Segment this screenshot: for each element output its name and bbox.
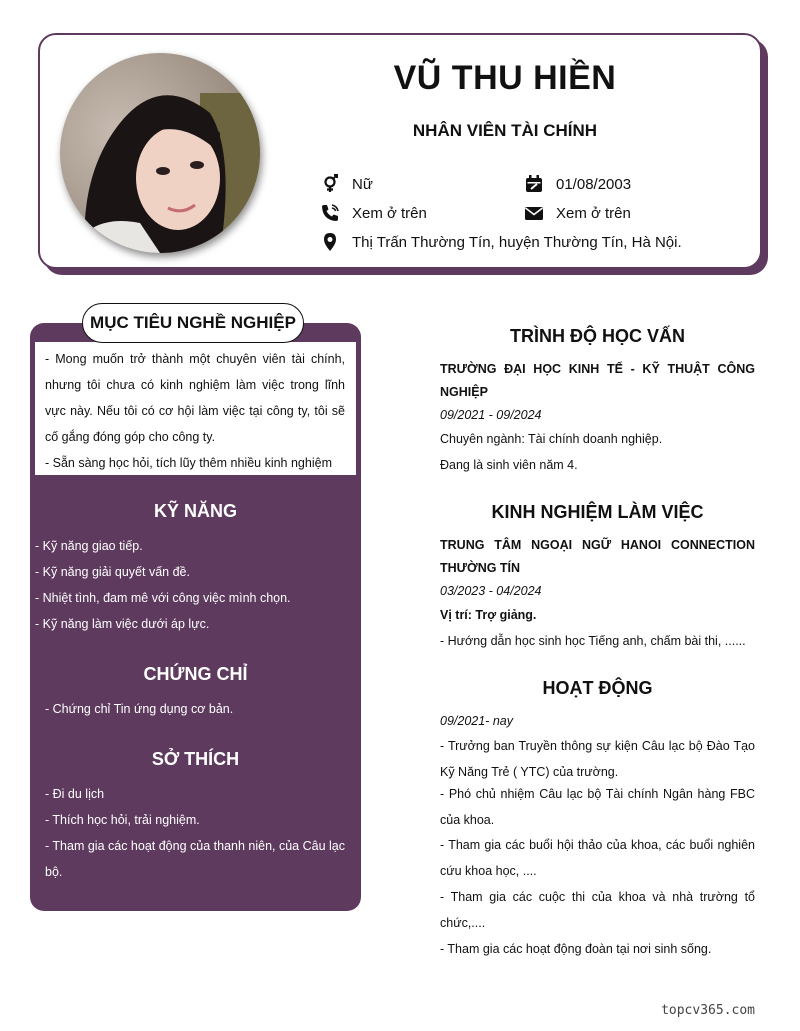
experience-desc: - Hướng dẫn học sinh học Tiếng anh, chấm bài thi, ...... (440, 634, 746, 648)
job-title: NHÂN VIÊN TÀI CHÍNH (412, 121, 598, 140)
objective-title: MỤC TIÊU NGHỀ NGHIỆP (82, 303, 304, 343)
envelope-icon (524, 203, 544, 223)
phone-value: Xem ở trên (352, 204, 427, 222)
footer-watermark: topcv365.com (661, 1003, 755, 1018)
calendar-icon (524, 174, 544, 194)
candidate-name: VŨ THU HIỀN (393, 59, 617, 97)
activity-item: - Tham gia các cuộc thi của khoa và nhà trường tổ chức,.... (440, 890, 755, 930)
hobby-item: - Thích học hỏi, trải nghiệm. (45, 813, 200, 827)
objective-line: - Sẵn sàng học hỏi, tích lũy thêm nhiều kinh nghiệm (45, 456, 332, 470)
header-card (38, 33, 762, 269)
skill-item: - Nhiệt tình, đam mê với công việc mình chọn. (35, 591, 291, 605)
skill-item: - Kỹ năng giải quyết vấn đề. (35, 565, 190, 579)
email-value: Xem ở trên (556, 204, 631, 222)
phone-icon (320, 203, 340, 223)
address-value: Thị Trấn Thường Tín, huyện Thường Tín, Hà Nội. (352, 233, 682, 251)
education-title: TRÌNH ĐỘ HỌC VẤN (510, 326, 685, 346)
objective-text (45, 346, 345, 476)
hobbies-title: SỞ THÍCH (151, 749, 240, 769)
skills-title: KỸ NĂNG (153, 501, 237, 521)
experience-title: KINH NGHIỆM LÀM VIỆC (491, 502, 704, 522)
location-pin-icon (320, 232, 340, 252)
experience-role: Vị trí: Trợ giảng. (440, 608, 537, 622)
activities-period: 09/2021- nay (440, 714, 513, 728)
objective-line: - Mong muốn trở thành một chuyên viên tài chính, nhưng tôi chưa có kinh nghiệm làm việc trong lĩnh vực này. Nếu tôi có cơ hội làm việc tại công ty, tôi sẽ cố gắng đóng góp cho công ty. (45, 352, 345, 444)
activities-title: HOẠT ĐỘNG (542, 678, 653, 698)
activity-item: - Trưởng ban Truyền thông sự kiện Câu lạc bộ Đào Tạo Kỹ Năng Trẻ ( YTC) của trường. (440, 739, 755, 779)
skill-item: - Kỹ năng giao tiếp. (35, 539, 143, 553)
gender-icon (320, 174, 340, 194)
address-row (320, 232, 682, 252)
education-major: Chuyên ngành: Tài chính doanh nghiệp. (440, 432, 663, 446)
email-row (524, 203, 631, 223)
phone-row (320, 203, 427, 223)
education-period: 09/2021 - 09/2024 (440, 408, 542, 422)
education-status: Đang là sinh viên năm 4. (440, 458, 578, 472)
birthdate-value: 01/08/2003 (556, 175, 632, 193)
gender-value: Nữ (352, 175, 373, 193)
gender-row (320, 174, 373, 194)
experience-period: 03/2023 - 04/2024 (440, 584, 542, 598)
certificate-item: - Chứng chỉ Tin ứng dụng cơ bản. (45, 702, 234, 716)
skill-item: - Kỹ năng làm việc dưới áp lực. (35, 617, 210, 631)
objective-box (35, 342, 356, 475)
birthdate-row (524, 174, 631, 194)
activity-item: - Tham gia các hoạt động đoàn tại nơi sinh sống. (440, 942, 712, 956)
certificates-title: CHỨNG CHỈ (143, 664, 248, 684)
activity-item: - Phó chủ nhiệm Câu lạc bộ Tài chính Ngân hàng FBC của khoa. (440, 787, 755, 827)
hobby-item: - Đi du lịch (45, 787, 105, 801)
activity-item: - Tham gia các buổi hội thảo của khoa, các buổi nghiên cứu khoa học, .... (440, 838, 755, 878)
experience-company: TRUNG TÂM NGOẠI NGỮ HANOI CONNECTION THƯỜNG TÍN (440, 538, 755, 575)
education-school: TRƯỜNG ĐẠI HỌC KINH TẾ - KỸ THUẬT CÔNG NGHIỆP (440, 362, 755, 399)
left-panel (30, 313, 361, 911)
hobby-item: - Tham gia các hoạt động của thanh niên, của Câu lạc bộ. (45, 839, 345, 879)
avatar (60, 53, 260, 253)
